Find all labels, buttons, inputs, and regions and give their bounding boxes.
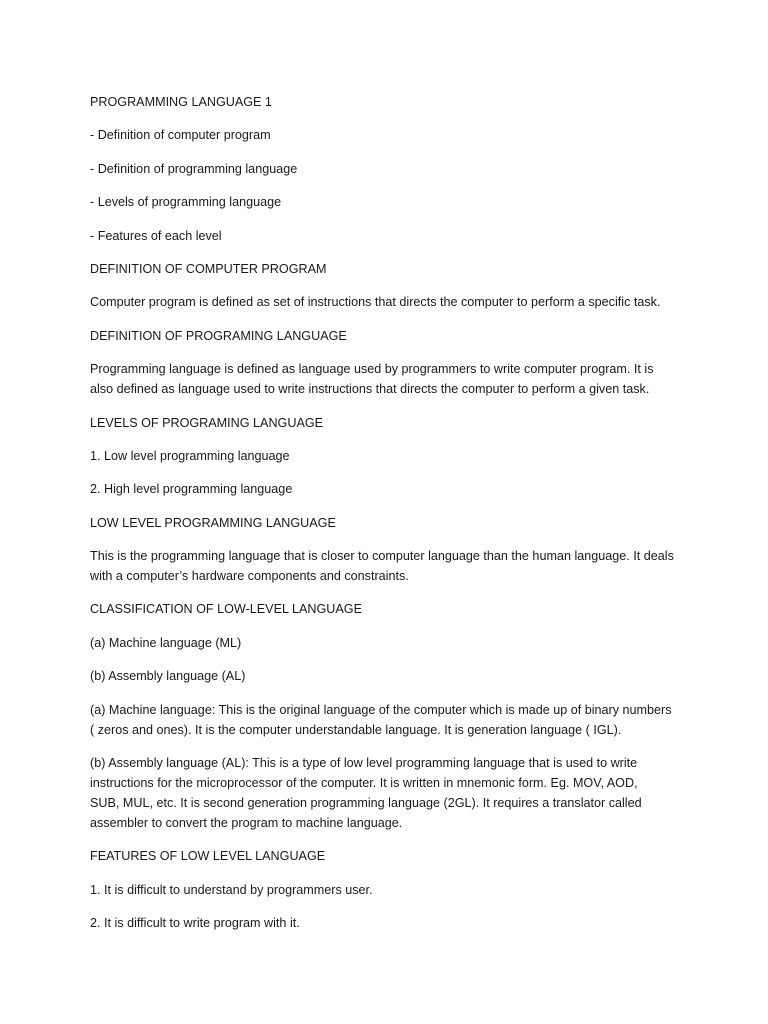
text-line: (a) Machine language: This is the original language of the computer which is made up of binary numbers [90,702,672,717]
paragraph [90,880,690,900]
paragraph [90,226,690,246]
document-body [90,92,690,947]
paragraph [90,192,690,212]
text-line: 2. High level programming language [90,482,293,497]
paragraph [90,666,690,686]
paragraph [90,292,690,312]
paragraph [90,259,690,279]
paragraph [90,326,690,346]
text-line: DEFINITION OF PROGRAMING LANGUAGE [90,328,347,343]
text-line: CLASSIFICATION OF LOW-LEVEL LANGUAGE [90,602,362,617]
text-line: SUB, MUL, etc. It is second generation programming language (2GL). It requires a translator called [90,796,642,811]
text-line: - Features of each level [90,228,222,243]
text-line: Computer program is defined as set of instructions that directs the computer to perform a specific task. [90,295,661,310]
paragraph [90,846,690,866]
paragraph [90,92,690,112]
text-line: (b) Assembly language (AL): This is a type of low level programming language that is used to write [90,756,638,771]
text-line: assembler to convert the program to machine language. [90,816,403,831]
text-line: Programming language is defined as language used by programmers to write computer program. It is [90,362,654,377]
text-line: with a computer’s hardware components and constraints. [90,569,409,584]
text-line: (a) Machine language (ML) [90,635,242,650]
paragraph [90,753,690,833]
paragraph [90,446,690,466]
text-line: (b) Assembly language (AL) [90,669,246,684]
paragraph [90,700,690,740]
text-line: FEATURES OF LOW LEVEL LANGUAGE [90,849,326,864]
text-line: also defined as language used to write instructions that directs the computer to perform a given task. [90,382,650,397]
paragraph [90,479,690,499]
text-line: 2. It is difficult to write program with it. [90,916,300,931]
text-line: instructions for the microprocessor of the computer. It is written in mnemonic form. Eg. MOV, AOD, [90,776,638,791]
paragraph [90,159,690,179]
text-line: - Definition of programming language [90,161,298,176]
text-line: LOW LEVEL PROGRAMMING LANGUAGE [90,515,336,530]
text-line: 1. Low level programming language [90,448,290,463]
paragraph [90,413,690,433]
text-line: LEVELS OF PROGRAMING LANGUAGE [90,415,324,430]
paragraph [90,125,690,145]
paragraph [90,599,690,619]
paragraph [90,633,690,653]
text-line: This is the programming language that is closer to computer language than the human language. It deals [90,549,674,564]
text-line: 1. It is difficult to understand by programmers user. [90,882,373,897]
text-line: - Levels of programming language [90,195,282,210]
paragraph [90,913,690,933]
text-line: DEFINITION OF COMPUTER PROGRAM [90,261,327,276]
text-line: PROGRAMMING LANGUAGE 1 [90,95,272,109]
text-line: - Definition of computer program [90,128,271,143]
paragraph [90,546,690,586]
paragraph [90,513,690,533]
paragraph [90,359,690,399]
text-line: ( zeros and ones). It is the computer understandable language. It is generation language ( IGL). [90,722,622,737]
